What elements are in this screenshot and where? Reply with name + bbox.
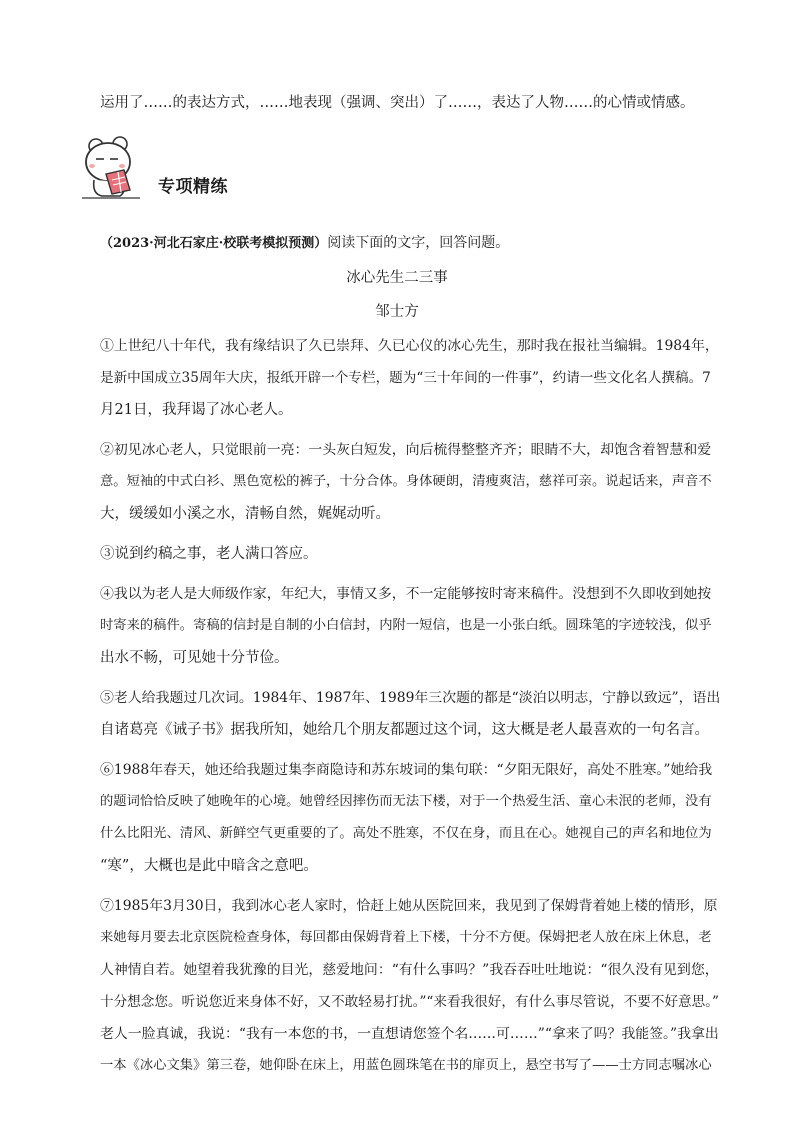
text-line: 是新中国成立35周年大庆，报纸开辟一个专栏，题为“三十年间的一件事”，约请一些文化名人撰稿。7 xyxy=(100,370,711,386)
text-line: “寒”，大概也是此中暗含之意吧。 xyxy=(100,858,318,874)
paragraph xyxy=(100,890,720,1082)
reading-bear-icon xyxy=(80,132,148,200)
text-line: 的题词恰恰反映了她晚年的心境。她曾经因摔伤而无法下楼，对于一个热爱生活、童心未泯的老师，没有 xyxy=(100,794,712,809)
article-author: 邹士方 xyxy=(375,304,419,320)
section-title: 专项精练 xyxy=(158,177,228,197)
paragraph xyxy=(100,330,720,426)
text-line: 时寄来的稿件。寄稿的信封是自制的小白信封，内附一短信，也是一小张白纸。圆珠笔的字迹较浅，似乎 xyxy=(100,618,712,633)
article-title: 冰心先生二三事 xyxy=(346,270,448,286)
text-line: ④我以为老人是大师级作家，年纪大，事情又多，不一定能够按时寄来稿件。没想到不久即收到她按 xyxy=(100,586,712,602)
text-line: ②初见冰心老人，只觉眼前一亮：一头灰白短发，向后梳得整整齐齐；眼睛不大，却饱含着智慧和爱 xyxy=(100,442,712,458)
paragraph xyxy=(100,434,720,530)
paragraph xyxy=(100,578,720,674)
text-line: 什么比阳光、清风、新鲜空气更重要的了。高处不胜寒，不仅在身，而且在心。她视自己的声名和地位为 xyxy=(100,826,712,841)
question-prompt xyxy=(100,232,720,255)
section-header xyxy=(80,132,380,202)
paragraph xyxy=(100,538,720,570)
text-line: ①上世纪八十年代，我有缘结识了久已崇拜、久已心仪的冰心先生，那时我在报社当编辑。1984年， xyxy=(100,338,719,354)
text-line: 自诸葛亮《诫子书》据我所知，她给几个朋友都题过这个词，这大概是老人最喜欢的一句名言。 xyxy=(100,722,709,738)
text-line: 老人一脸真诚，我说：“我有一本您的书，一直想请您签个名……可……”“拿来了吗？我能签。”我拿出 xyxy=(100,1026,719,1042)
text-line: 人神情自若。她望着我犹豫的目光，慈爱地问：“有什么事吗？”我吞吞吐吐地说：“很久没有见到您， xyxy=(100,962,719,978)
article-body xyxy=(100,330,720,1090)
text-line: 来她每月要去北京医院检查身体，每回都由保姆背着上下楼，十分不方便。保姆把老人放在床上休息，老 xyxy=(100,930,712,945)
text-line: 出水不畅，可见她十分节俭。 xyxy=(100,650,289,666)
text-line: ⑦1985年3月30日，我到冰心老人家时，恰赶上她从医院回来，我见到了保姆背着她上楼的情形，原 xyxy=(100,898,718,914)
paragraph xyxy=(100,754,720,882)
text-line: ③说到约稿之事，老人满口答应。 xyxy=(100,546,318,562)
question-source: （2023·河北石家庄·校联考模拟预测） xyxy=(100,236,328,251)
answer-formula: 运用了……的表达方式，……地表现（强调、突出）了……，表达了人物……的心情或情感。 xyxy=(100,95,695,111)
text-line: 一本《冰心文集》第三卷，她仰卧在床上，用蓝色圆珠笔在书的扉页上，悬空书写了——士方同志嘱冰心 xyxy=(100,1058,712,1073)
text-line: ⑥1988年春天，她还给我题过集李商隐诗和苏东坡词的集句联：“夕阳无限好，高处不胜寒。”她给我 xyxy=(100,762,713,778)
question-instruction: 阅读下面的文字，回答问题。 xyxy=(327,235,510,251)
text-line: ⑤老人给我题过几次词。1984年、1987年、1989年三次题的都是“淡泊以明志，宁静以致远”，语出 xyxy=(100,690,721,706)
text-line: 月21日，我拜谒了冰心老人。 xyxy=(100,402,293,418)
text-line: 意。短袖的中式白衫、黑色宽松的裤子，十分合体。身体硬朗，清瘦爽洁，慈祥可亲。说起话来，声音不 xyxy=(100,474,712,489)
text-line: 十分想念您。听说您近来身体不好，又不敢轻易打扰。”“来看我很好，有什么事尽管说，不要不好意思。” xyxy=(100,994,719,1010)
text-line: 大，缓缓如小溪之水，清畅自然，娓娓动听。 xyxy=(100,506,390,522)
paragraph xyxy=(100,682,720,746)
